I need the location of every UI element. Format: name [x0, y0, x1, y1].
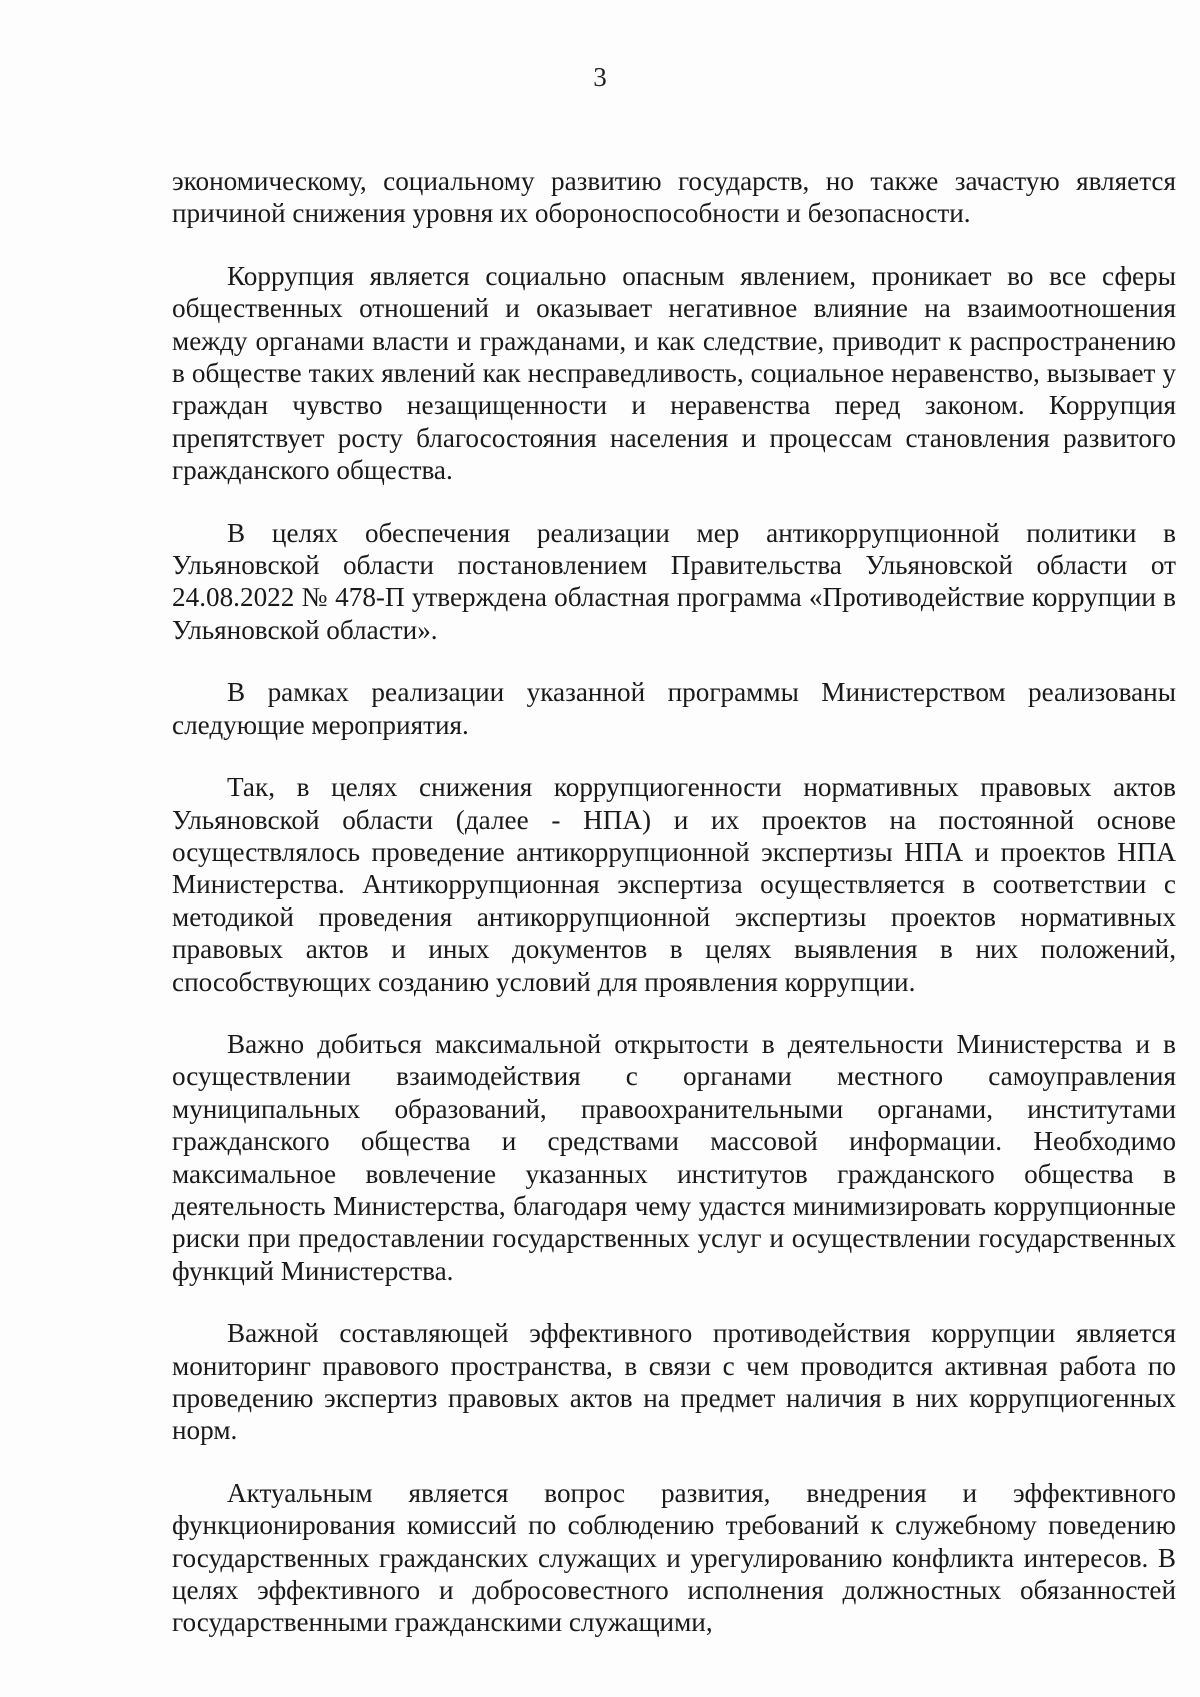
paragraph-program-measures: В рамках реализации указанной программы Министерством реализованы следующие мероприятия. [172, 677, 1176, 740]
paragraph-commissions: Актуальным является вопрос развития, внедрения и эффективного функционирования комиссий по соблюдению требований к служебному поведению государственных гражданских служащих и урегулированию конфликта интересов. В целях эффективного и добросовестного исполнения должностных обязанностей государственными гражданскими служащими, [172, 1477, 1176, 1638]
document-body [172, 165, 1176, 1669]
page-number: 3 [593, 62, 607, 92]
paragraph-openness: Важно добиться максимальной открытости в деятельности Министерства и в осуществлении взаимодействия с органами местного самоуправления муниципальных образований, правоохранительными органами, институтами гражданского общества и средствами массовой информации. Необходимо максимальное вовлечение указанных институтов гражданского общества в деятельность Министерства, благодаря чему удастся минимизировать коррупционные риски при предоставлении государственных услуг и осуществлении государственных функций Министерства. [172, 1028, 1176, 1286]
paragraph-monitoring: Важной составляющей эффективного противодействия коррупции является мониторинг правового пространства, в связи с чем проводится активная работа по проведению экспертиз правовых актов на предмет наличия в них коррупциогенных норм. [172, 1318, 1176, 1446]
paragraph-continuation: экономическому, социальному развитию государств, но также зачастую является причиной снижения уровня их обороноспособности и безопасности. [172, 166, 1176, 229]
paragraph-anticorruption-expertise: Так, в целях снижения коррупциогенности нормативных правовых актов Ульяновской области (далее - НПА) и их проектов на постоянной основе осуществлялось проведение антикоррупционной экспертизы НПА и проектов НПА Министерства. Антикоррупционная экспертиза осуществляется в соответствии с методикой проведения антикоррупционной экспертизы проектов нормативных правовых актов и иных документов в целях выявления в них положений, способствующих созданию условий для проявления коррупции. [172, 772, 1176, 997]
paragraph-corruption-danger: Коррупция является социально опасным явлением, проникает во все сферы общественных отношений и оказывает негативное влияние на взаимоотношения между органами власти и гражданами, и как следствие, приводит к распространению в обществе таких явлений как несправедливость, социальное неравенство, вызывает у граждан чувство незащищенности и неравенства перед законом. Коррупция препятствует росту благосостояния населения и процессам становления развитого гражданского общества. [172, 260, 1176, 486]
paragraph-regional-program: В целях обеспечения реализации мер антикоррупционной политики в Ульяновской области постановлением Правительства Ульяновской области от 24.08.2022 № 478-П утверждена областная программа «Противодействие коррупции в Ульяновской области». [172, 517, 1176, 645]
